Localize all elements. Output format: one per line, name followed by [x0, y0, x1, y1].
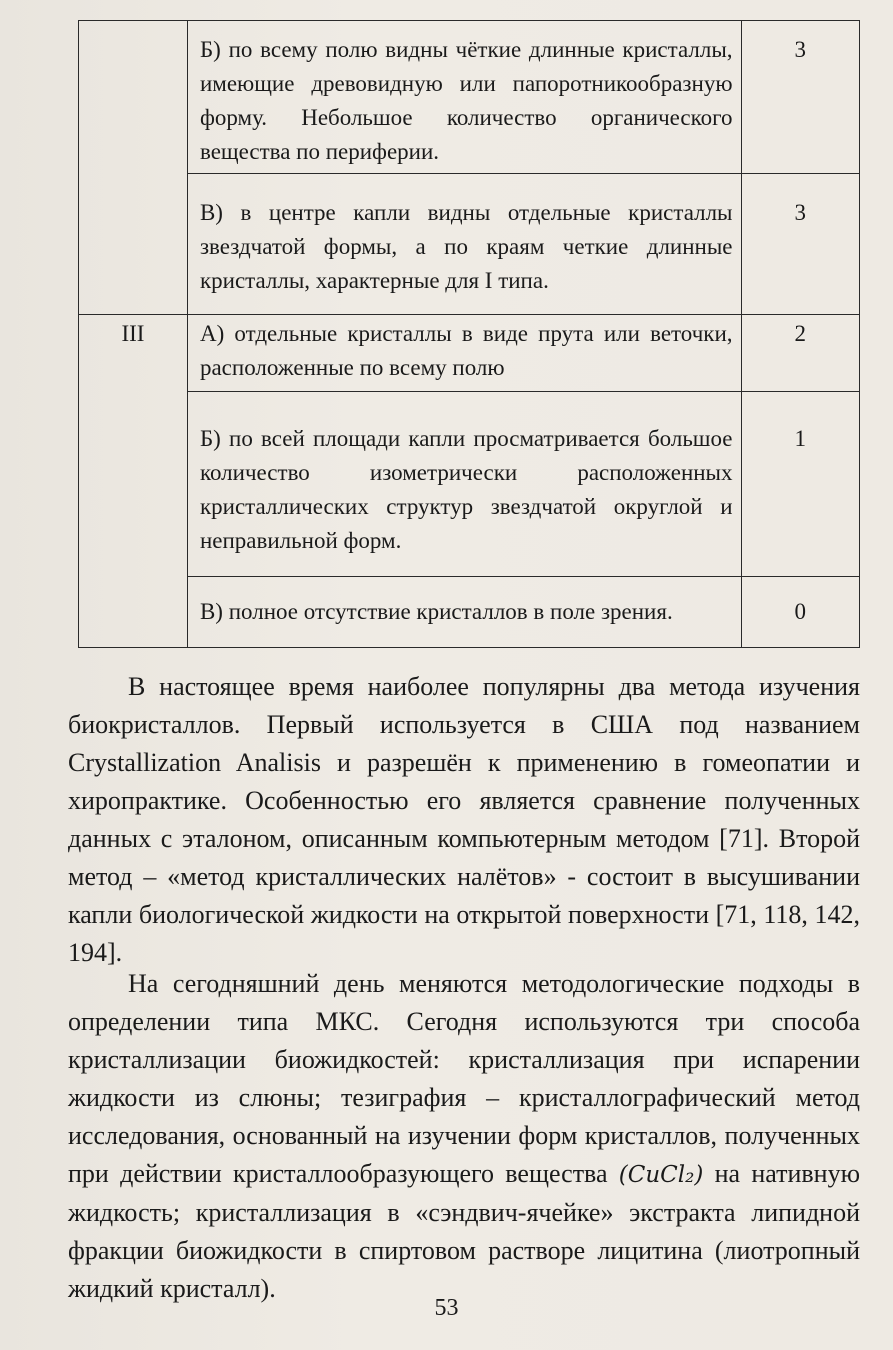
score-cell: 3	[741, 21, 859, 174]
description-text: Б) по всей площади капли просматривается большое количество изометрически расположенных кристаллических структур звездчатой округлой и неправильной форм.	[199, 426, 733, 553]
description-text: В) полное отсутствие кристаллов в поле зрения.	[199, 599, 673, 624]
description-text: Б) по всему полю видны чёткие длинные кристаллы, имеющие древовидную или папоротникообразную форму. Небольшое количество органического вещества по периферии.	[199, 37, 733, 164]
description-text: В) в центре капли видны отдельные кристаллы звездчатой формы, а по краям четкие длинные кристаллы, характерные для I типа.	[199, 200, 733, 293]
paragraph-text: на нативную жидкость; кристаллизация в «сэндвич-ячейке» экстракта липидной фракции биожидкости в спиртовом растворе лицитина (лиотропный жидкий кристалл).	[68, 1159, 860, 1303]
table-row	[79, 21, 860, 174]
type-cell	[79, 174, 188, 315]
description-cell	[187, 21, 741, 174]
score-cell: 3	[741, 174, 859, 315]
description-cell	[187, 174, 741, 315]
score-cell: 0	[741, 577, 859, 648]
body-paragraph	[68, 965, 860, 1308]
table-row	[79, 577, 860, 648]
score-cell: 2	[741, 315, 859, 392]
type-cell	[79, 392, 188, 577]
table-row	[79, 315, 860, 392]
type-cell: III	[79, 315, 188, 392]
score-cell: 1	[741, 392, 859, 577]
description-cell	[187, 392, 741, 577]
table-row	[79, 392, 860, 577]
paragraph-methods: В настоящее время наиболее популярны два метода изучения биокристаллов. Первый используется в США под названием Crystallization Analisis и разрешён к применению в гомеопатии и хиропрактике. Особенностью его является сравнение полученных данных с эталоном, описанным компьютерным методом [71]. Второй метод – «метод кристаллических налётов» - состоит в высушивании капли биологической жидкости на открытой поверхности [71, 118, 142, 194].	[68, 672, 860, 967]
type-cell	[79, 577, 188, 648]
body-paragraph	[68, 668, 860, 972]
description-text: А) отдельные кристаллы в виде прута или веточки, расположенные по всему полю	[199, 321, 733, 380]
chemical-formula: (CuCl₂)	[618, 1162, 704, 1188]
type-cell	[79, 21, 188, 174]
crystal-type-table	[78, 20, 860, 648]
description-cell	[187, 577, 741, 648]
paragraph-approaches	[68, 965, 860, 1308]
paragraph-text: На сегодняшний день меняются методологические подходы в определении типа МКС. Сегодня используются три способа кристаллизации биожидкостей: кристаллизация при испарении жидкости из слюны; тезиграфия – кристаллографический метод исследования, основанный на изучении форм кристаллов, полученных при действии кристаллообразующего вещества	[68, 969, 860, 1188]
page-number: 53	[434, 1295, 459, 1321]
table-row	[79, 174, 860, 315]
description-cell	[187, 315, 741, 392]
